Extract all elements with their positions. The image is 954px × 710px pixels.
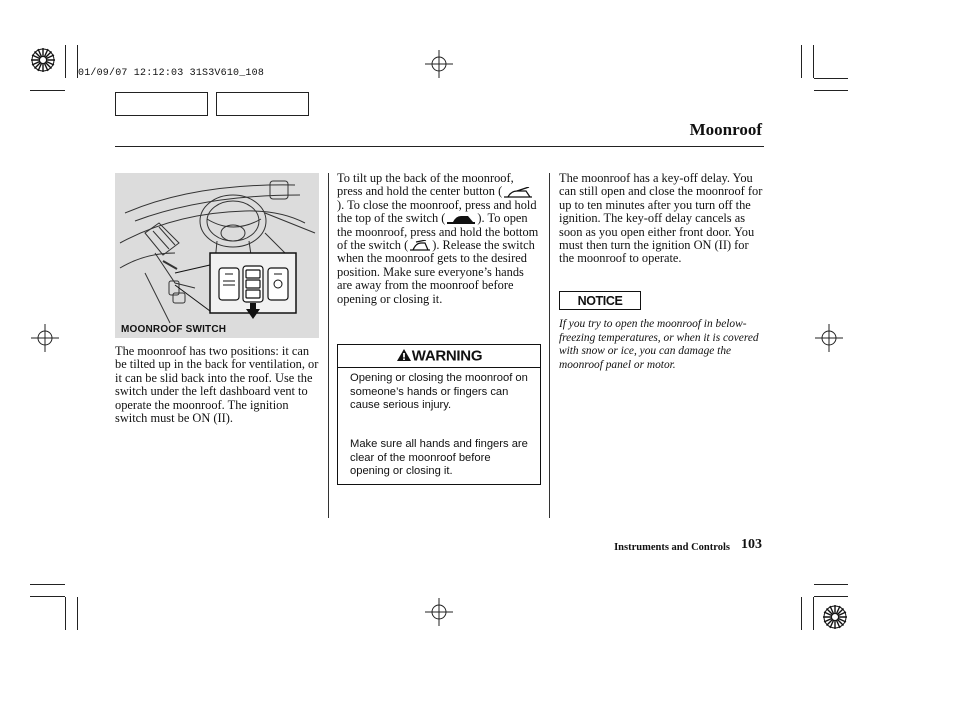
- registration-target-top: [425, 50, 453, 78]
- release-instruction-text: ). Release the switch when the moonroof gets to the desired position. Make sure everyone’s hands are away from the moonroof before opening or closing it.: [337, 238, 535, 306]
- registration-target-right: [815, 324, 843, 352]
- open-icon: [408, 240, 432, 252]
- registration-burst-bottom-right: [821, 603, 849, 631]
- title-rule: [115, 146, 764, 147]
- notice-label: NOTICE: [577, 294, 623, 308]
- header-tab-2: [216, 92, 309, 116]
- key-off-delay-paragraph: The moonroof has a key-off delay. You can still open and close the moonroof for up to ten minutes after you turn off the ignition. The key-off delay cancels as soon as you open either front door. You must then turn the ignition ON (II) for the moonroof to operate.: [559, 171, 763, 266]
- registration-target-bottom: [425, 598, 453, 626]
- column-divider-1: [328, 173, 329, 518]
- moonroof-switch-figure: [115, 173, 319, 338]
- warning-text-1: Opening or closing the moonroof on someone’s hands or fingers can cause serious injury.: [350, 372, 528, 411]
- figure-caption: MOONROOF SWITCH: [121, 324, 227, 335]
- operation-instructions: [337, 172, 541, 306]
- tilt-instruction-text: To tilt up the back of the moonroof, press and hold the center button: [337, 171, 514, 199]
- close-icon: [445, 213, 477, 225]
- notice-text: If you try to open the moonroof in below-freezing temperatures, or when it is covered with snow or ice, you can damage the moonroof panel or motor.: [559, 318, 759, 371]
- page-title: Moonroof: [689, 120, 762, 139]
- warning-text-2: Make sure all hands and fingers are clear of the moonroof before opening or closing it.: [350, 438, 528, 477]
- warning-box: [337, 344, 541, 485]
- warning-label: WARNING: [411, 347, 483, 365]
- header-tab-1: [115, 92, 208, 116]
- dashboard-illustration: [115, 173, 319, 338]
- registration-target-left: [31, 324, 59, 352]
- footer-section-label: Instruments and Controls: [614, 542, 730, 553]
- paren-open-2: (: [441, 211, 446, 226]
- registration-burst-top-left: [29, 46, 57, 74]
- open-instruction-text: ). To open the moonroof, press and hold the bottom of the switch (: [337, 211, 539, 253]
- warning-header: [338, 345, 540, 368]
- tilt-icon: [502, 187, 534, 199]
- notice-box: [559, 291, 641, 310]
- print-slug: 01/09/07 12:12:03 31S3V610_108: [78, 68, 265, 79]
- close-instruction-text: ). To close the moonroof, press and hold the top of the switch: [337, 197, 537, 226]
- warning-triangle-icon: [396, 348, 412, 362]
- intro-paragraph: The moonroof has two positions: it can be tilted up in the back for ventilation, or it can be slid back into the roof. Use the switch under the left dashboard vent to operate the moonroof. The ignition switch must be ON (II).: [115, 344, 319, 426]
- page-number: 103: [741, 537, 762, 552]
- column-divider-2: [549, 173, 550, 518]
- paren-open-1: (: [498, 184, 503, 199]
